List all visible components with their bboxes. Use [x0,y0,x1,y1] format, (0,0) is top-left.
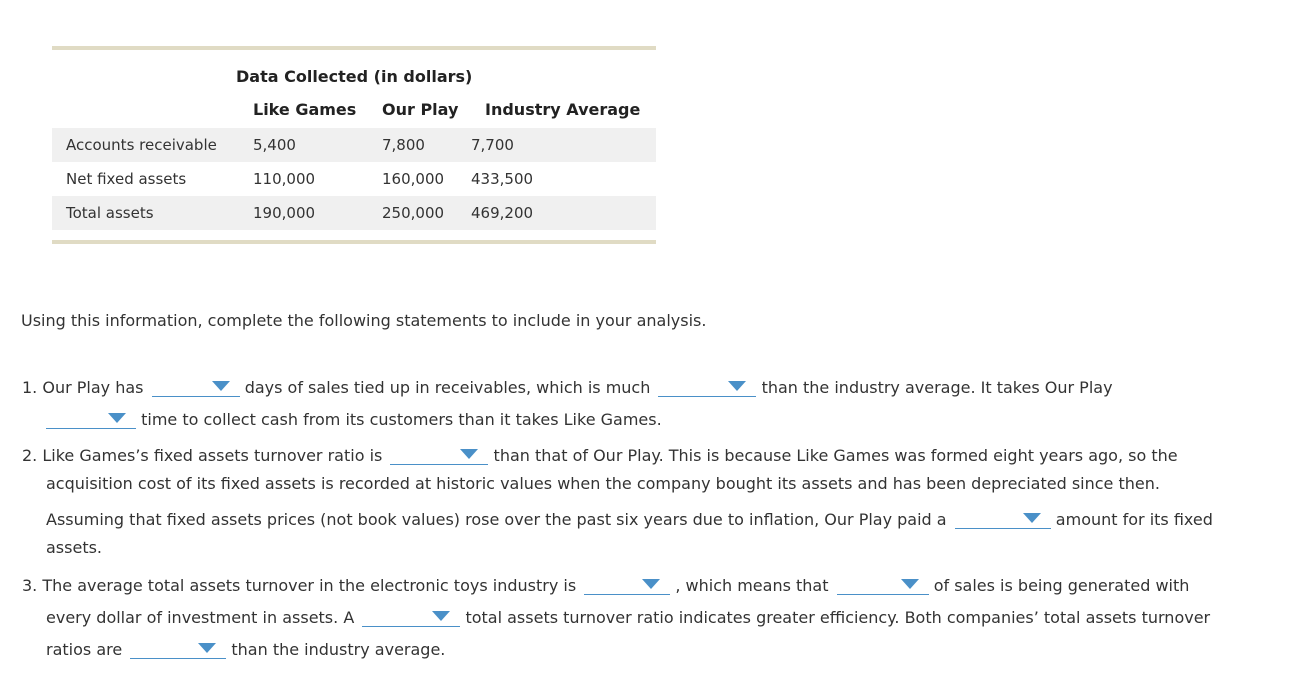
dropdown-sales-generated[interactable] [837,572,929,595]
question-3-text: total assets turnover ratio indicates greater efficiency. Both companies’ total assets turnover [465,608,1211,627]
question-2-line-3 [46,506,1213,529]
question-2-text: acquisition cost of its fixed assets is recorded at historic values when the company bought its assets and has been depreciated since then. [46,474,1160,493]
chevron-down-icon [460,449,478,459]
question-1-line-1 [22,374,1113,397]
cell-value: 160,000 [382,170,445,188]
chevron-down-icon [108,413,126,423]
table-row [52,162,656,196]
column-header-like-games: Like Games [253,100,357,119]
cell-value: 7,800 [382,136,425,154]
question-3-text: The average total assets turnover in the electronic toys industry is [42,576,577,595]
column-header-our-play: Our Play [382,100,459,119]
cell-value: 433,500 [471,170,534,188]
question-3-line-2 [46,604,1211,627]
instructions-text: Using this information, complete the following statements to include in your analysis. [21,311,707,330]
question-2-line-4 [46,538,102,558]
question-1-line-2 [46,406,662,429]
cell-value: 5,400 [253,136,296,154]
question-3-line-3 [46,636,446,659]
question-3-text: of sales is being generated with [933,576,1190,595]
chevron-down-icon [1023,513,1041,523]
dropdown-amount-paid[interactable] [955,506,1051,529]
question-2-line-1 [22,442,1178,465]
cell-value: 7,700 [471,136,514,154]
dropdown-more-less-time[interactable] [46,406,136,429]
dropdown-fixed-assets-turnover[interactable] [390,442,488,465]
dropdown-comparison-industry[interactable] [130,636,226,659]
row-label: Net fixed assets [66,170,187,188]
question-3-text: than the industry average. [231,640,446,659]
question-3-number: 3. [22,576,38,595]
dropdown-days-of-sales[interactable] [152,374,240,397]
question-2-text: assets. [46,538,103,557]
question-2-text: amount for its fixed [1055,510,1213,529]
table-top-rule [52,46,656,50]
chevron-down-icon [901,579,919,589]
chevron-down-icon [212,381,230,391]
table-row [52,196,656,230]
cell-value: 190,000 [253,204,316,222]
question-3-text: ratios are [46,640,123,659]
question-2-text: Assuming that fixed assets prices (not book values) rose over the past six years due to inflation, Our Play paid a [46,510,947,529]
chevron-down-icon [198,643,216,653]
question-3-text: every dollar of investment in assets. A [46,608,355,627]
question-1-number: 1. [22,378,38,397]
dropdown-turnover-ratio[interactable] [362,604,460,627]
question-3-line-1 [22,572,1190,595]
table-bottom-rule [52,240,656,244]
table-row [52,128,656,162]
column-header-industry-average: Industry Average [485,100,641,119]
row-label: Accounts receivable [66,136,217,154]
chevron-down-icon [642,579,660,589]
dropdown-industry-turnover[interactable] [584,572,670,595]
question-1-text: time to collect cash from its customers than it takes Like Games. [141,410,662,429]
cell-value: 250,000 [382,204,445,222]
chevron-down-icon [728,381,746,391]
chevron-down-icon [432,611,450,621]
question-1-text: days of sales tied up in receivables, which is much [244,378,651,397]
question-3-text: , which means that [675,576,829,595]
dropdown-higher-lower[interactable] [658,374,756,397]
question-1-text: Our Play has [42,378,144,397]
question-2-number: 2. [22,446,38,465]
cell-value: 469,200 [471,204,534,222]
question-2-text: than that of Our Play. This is because Like Games was formed eight years ago, so the [493,446,1178,465]
table-caption: Data Collected (in dollars) [236,67,473,86]
question-2-text: Like Games’s fixed assets turnover ratio is [42,446,383,465]
question-2-line-2 [46,474,1160,494]
cell-value: 110,000 [253,170,316,188]
question-1-text: than the industry average. It takes Our Play [761,378,1113,397]
row-label: Total assets [66,204,154,222]
data-table [52,46,656,222]
